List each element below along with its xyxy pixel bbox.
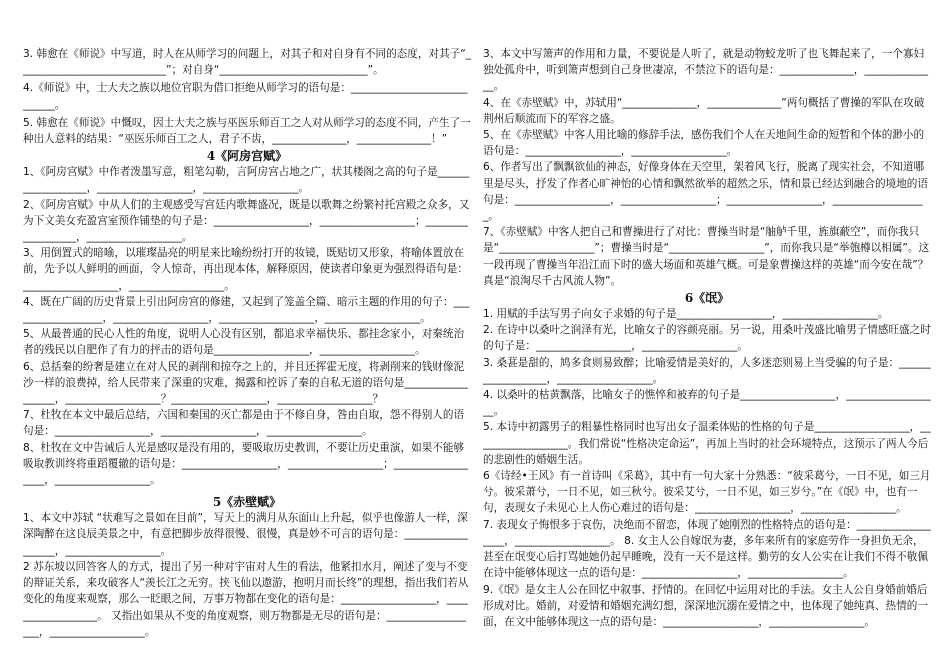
question-text: 7、《赤壁赋》中客人把自己和曹操进行了对比：曹操当时是“舳舻千里，旌旗蔽空”，而你我只是“__________________”；曹操当时是“__________________”，而你我只是“举匏樽以相属”。这一段再现了曹操当年沿江而下时的盛大场面和英雄气概。可是象曹操这样的英雄“而今安在哉”？真是“浪淘尽千古风流人物”。 [483, 226, 930, 287]
question-text: 3. 桑葚是甜的，鸠多食则易致醉；比喻爱情是美好的，人多迷恋则易上当受骗的句子是：__________________，__________________。 [483, 356, 931, 385]
question-text: 2 苏东坡以回答客人的方式，提出了另一种对宇宙对人生的看法，他紧扣水月，阐述了变与不变的辩证关系，来攻破客人“羡长江之无穷。挟飞仙以遨游，抱明月而长终”的理想，指出我们若从变化的角度来观察，那么一眨眼之间，万事万物都在变化的语句是：__________________，__________________。 又指出如果从不变的角度观察，则万物都是无尽的语句是：__________________，__________________。 [23, 560, 469, 638]
section-title-mang: 6《氓》 [684, 291, 730, 306]
question-text: 3. 韩愈在《师说》中写道，时人在从师学习的问题上，对其子和对自身有不同的态度，对其子“____________________________”；对自身“____________________________”。 [23, 48, 472, 77]
question-text: 5、从最普通的民心人性的角度，说明人心没有区别，都追求幸福快乐、都挂念家小，对秦统治者的残民以自肥作了有力的抨击的语句是__________________，__________________。 [23, 328, 465, 357]
mang-questions [483, 306, 931, 630]
question-text: 5. 韩愈在《师说》中慨叹，因士大夫之族与巫医乐师百工之人对从师学习的态度不同，产生了一种出人意料的结果：“巫医乐师百工之人，君子不齿，______________，______________！” [23, 116, 471, 146]
chibifu-questions [23, 510, 471, 640]
question-text: 8、杜牧在文中告诫后人光是感叹是没有用的，要吸取历史教训，不要让历史重演，如果不能够吸取教训终将重蹈覆辙的语句是：__________________，__________________；__________________，__________________。 [23, 441, 468, 487]
question-text: 6、作者写出了飘飘欲仙的神态，好像身体在天空里，架着风飞行，脱离了现实社会，不知道哪里是尽头，抒发了作者心旷神怡的心情和飘然欲举的超然之乐，情和景已经达到融合的境地的语句是：__________________，__________________；__________________，__________________。 [483, 161, 928, 223]
question-text: 6《诗经•王风》有一首诗叫《采葛》，其中有一句大家十分熟悉：“彼采葛兮，一日不见，如三月兮。彼采萧兮，一日不见，如三秋兮。彼采艾兮，一日不见，如三岁兮。”在《氓》中，也有一句，表现女子未见心上人伤心难过的语句是：__________________，__________________。 [483, 470, 931, 515]
question-text: 2、《阿房宫赋》中从人们的主观感受写宫廷内歌舞盛况，既是以歌舞之纷繁衬托宫殿之众多，又为下文美女充盈宫室预作铺垫的句子是：__________________，__________________；__________________，__________________。 [23, 198, 470, 244]
question-text: 5、在《赤壁赋》中客人用比喻的修辞手法，感伤我们个人在天地间生命的短暂和个体的渺小的语句是：__________________，__________________。 [483, 129, 925, 158]
question-text: 7、杜牧在本文中最后总结，六国和秦国的灭亡都是由于不修自身，咎由自取，怨不得别人的语句是：__________________，__________________，__________________。 [23, 409, 465, 438]
question-text: 1、本文中苏轼 “状难写之景如在目前”，写天上的满月从东面山上升起，似乎也像游人一样，深深陶醉在这良辰美景之中，有意把脚步放得很慢、很慢，真是妙不可言的语句是：__________________，__________________。 [23, 512, 468, 557]
question-text: 3、用倒置式的暗喻，以璀璨晶亮的明星来比喻纷纷打开的妆镜，既贴切又形象，将喻体置放在前，先予以人鲜明的画面，令人惊奇，再出现本体，解释原因，使读者印象更为强烈得语句是：__________________，__________________。 [23, 247, 468, 292]
right-column [483, 46, 931, 630]
question-text: 9.《氓》是女主人公在回忆中叙事、抒情的。在回忆中运用对比的手法。女主人公自身婚前婚后形成对比。婚前，对爱情和婚姻充满幻想，深深地沉溺在爱情之中，也体现了她纯真、热情的一面，在文中能够体现这一点的语句是：__________________，__________________。 [483, 583, 928, 628]
question-text: 4. 以桑叶的枯黄飘落，比喻女子的憔悴和被弃的句子是__________________，__________________。 [483, 389, 931, 418]
question-text: 3、本文中写箫声的作用和力量，不要说是人听了，就是动物蛟龙听了也飞舞起来了，一个寡妇独处孤舟中，听到箫声想到自己身世凄凉，不禁泣下的语句是：______________，______________。 [483, 48, 928, 93]
section-title-chibifu: 5《赤壁赋》 [212, 495, 282, 510]
question-text: 1、《阿房宫赋》中作者泼墨写意，粗笔勾勒，言阿房宫占地之广，状其楼阁之高的句子是__________________，__________________，__________________。 [23, 166, 470, 195]
section-title-afanggong: 4《阿房宫赋》 [206, 149, 288, 164]
left-column [23, 46, 471, 640]
chibifu-questions-continued [483, 46, 931, 289]
question-text: 4、在《赤壁赋》中，苏轼用“______________，______________”两句概括了曹操的军队在攻破荆州后顺流而下的军容之盛。 [483, 96, 925, 125]
shishuo-questions [23, 46, 471, 147]
question-text: 5. 本诗中初露男子的粗暴性格同时也写出女子温柔体贴的性格的句子是__________________，__________________。我们常说“性格决定命运”，再加上当时的社会环境特点，这预示了两人今后的悲剧性的婚姻生活。 [483, 421, 931, 466]
question-text: 2. 在诗中以桑叶之润泽有光，比喻女子的容颜亮丽。另一说，用桑叶茂盛比喻男子情感旺盛之时的句子是：__________________，__________________。 [483, 324, 931, 353]
question-text: 4.《师说》中，士大夫之族以地位官职为借口拒绝从师学习的语句是：____________________________。 [23, 82, 468, 111]
question-text: 1. 用赋的手法写男子向女子求婚的句子是__________________，__________________。 [483, 308, 889, 321]
question-text: 7. 表现女子悔恨多于哀伤，决绝而不留恋，体现了她刚烈的性格特点的语句是：__________________，__________________。 8. 女主人公自嫁氓为妻，多年来所有的家庭劳作一身担负无余，甚至在氓变心后打骂她她仍起早睡晚，没有一天不是这样。勤劳的女人公实在让我们不得不敬佩在诗中能够体现这一点的语句是：__________________，__________________。 [483, 518, 931, 580]
question-text: 4、既在广阔的历史背景上引出阿房宫的修建，又起到了笼盖全篇、暗示主题的作用的句子：__________________，__________________，__________________，__________________。 [23, 295, 470, 325]
afanggong-questions [23, 164, 471, 488]
question-text: 6、总括秦的纷奢是建立在对人民的剥削和掠夺之上的，并且还挥霍无度，将剥削来的钱财像泥沙一样的浪费掉，给人民带来了深重的灾难，揭露和控诉了秦的自私无道的语句是__________________，__________________？__________________，__________________？ [23, 360, 468, 406]
